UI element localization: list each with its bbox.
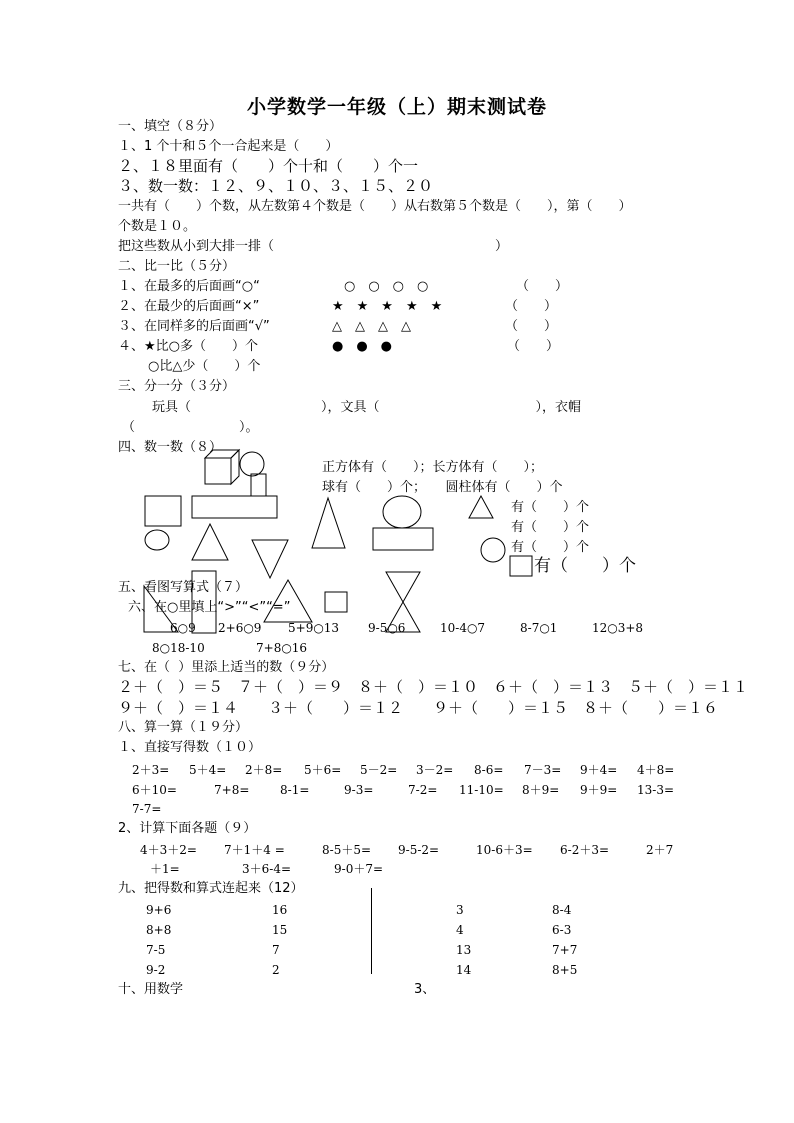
fill-row-2: ９＋（ ）＝１４ ３＋（ ）＝１２ ９＋（ ）＝１５ ８＋（ ）＝１６ <box>118 699 719 717</box>
section-3-heading: 三、分一分（３分） <box>118 379 236 394</box>
count-line-3: 有（ ）个 <box>511 500 590 515</box>
match-left-expr-1: 9+6 <box>146 903 172 917</box>
match-right-result-1: 3 <box>456 903 464 917</box>
calc-a-7: 8-6= <box>474 763 504 777</box>
count-line-4: 有（ ）个 <box>511 520 590 535</box>
calc-a-5: 5－2= <box>360 763 398 777</box>
compare-expr-8: 8○18-10 <box>152 641 205 655</box>
match-right-expr-4: 8+5 <box>552 963 578 977</box>
calc-b-9: 13-3= <box>637 783 675 797</box>
circle-symbols: ○ ○ ○ ○ <box>344 279 429 294</box>
calc-b-6: 11-10= <box>459 783 504 797</box>
section-7-heading: 七、在（ ）里添上适当的数（９分） <box>118 660 335 675</box>
calc-d-2: 7＋1＋4 = <box>224 843 285 857</box>
dot-symbols: ● ● ● <box>332 339 393 354</box>
compare-row-1: １、在最多的后面画“○“ <box>118 279 260 294</box>
match-left-expr-3: 7-5 <box>146 943 166 957</box>
match-left-result-2: 15 <box>272 923 288 937</box>
calc-a-4: 5＋6= <box>304 763 342 777</box>
calc-b-7: 8＋9= <box>522 783 560 797</box>
question-1-3: ３、数一数：１２、９、１０、３、１５、２０ <box>118 177 434 195</box>
calc-b-5: 7-2= <box>408 783 438 797</box>
compare-expr-3: 5+9○13 <box>288 621 340 635</box>
section-2-heading: 二、比一比（５分） <box>118 259 236 274</box>
calc-b-2: 7+8= <box>214 783 250 797</box>
divider-line <box>371 888 372 974</box>
compare-expr-7: 12○3+8 <box>592 621 644 635</box>
section-6-heading: 六、在○里填上“>”“<”“=” <box>128 600 291 615</box>
section-8-sub-1: １、直接写得数（１０） <box>118 740 262 755</box>
compare-expr-1: 6○9 <box>170 621 196 635</box>
match-left-result-4: 2 <box>272 963 280 977</box>
calc-b-8: 9＋9= <box>580 783 618 797</box>
page-title: 小学数学一年级（上）期末测试卷 <box>246 96 547 118</box>
question-1-2: ２、１８里面有（ ）个十和（ ）个一 <box>118 157 419 175</box>
count-line-6: 有（ ）个 <box>534 556 636 576</box>
match-left-result-3: 7 <box>272 943 280 957</box>
section-4-heading: 四、数一数（８） <box>118 440 223 455</box>
calc-a-3: 2＋8= <box>245 763 283 777</box>
section-8-heading: 八、算一算（１９分） <box>118 720 249 735</box>
compare-expr-4: 9-5○6 <box>368 621 406 635</box>
section-8-sub-2: 2、计算下面各题（９） <box>118 821 257 836</box>
count-line-2: 球有（ ）个； 圆柱体有（ ）个 <box>322 480 563 495</box>
compare-answer-2: （ ） <box>505 299 558 314</box>
compare-row-5: ○比△少（ ）个 <box>148 359 261 374</box>
question-1-3a: 一共有（ ）个数，从左数第４个数是（ ）从右数第５个数是（ ），第（ ） <box>118 199 632 214</box>
count-line-1: 正方体有（ ）；长方体有（ ）； <box>322 460 544 475</box>
compare-answer-1: （ ） <box>516 279 569 294</box>
match-right-result-4: 14 <box>456 963 472 977</box>
compare-expr-5: 10-4○7 <box>440 621 486 635</box>
compare-row-3: ３、在同样多的后面画“√” <box>118 319 270 334</box>
classify-line-1: 玩具（ ），文具（ ），衣帽 <box>152 400 582 415</box>
calc-c-1: 7-7= <box>132 802 162 816</box>
calc-a-9: 9＋4= <box>580 763 618 777</box>
question-1-1: １、1 个十和５个一合起来是（ ） <box>118 139 339 154</box>
compare-row-4: ４、★比○多（ ）个 <box>118 339 258 354</box>
compare-row-2: ２、在最少的后面画“×” <box>118 299 260 314</box>
calc-b-3: 8-1= <box>280 783 310 797</box>
calc-a-2: 5＋4= <box>189 763 227 777</box>
section-5-heading: 五、看图写算式（７） <box>118 580 249 595</box>
calc-d-7: 2＋7 <box>646 843 674 857</box>
match-left-result-1: 16 <box>272 903 288 917</box>
match-left-expr-2: 8+8 <box>146 923 172 937</box>
calc-d-4: 9-5-2= <box>398 843 440 857</box>
calc-d-5: 10-6＋3= <box>476 843 533 857</box>
question-1-3c: 把这些数从小到大排一排（ ） <box>118 239 509 254</box>
section-10-heading: 十、用数学 <box>118 982 184 997</box>
match-right-result-3: 13 <box>456 943 472 957</box>
match-right-expr-1: 8-4 <box>552 903 572 917</box>
calc-e-1: ＋1= <box>150 862 180 876</box>
calc-a-6: 3－2= <box>416 763 454 777</box>
section-1-heading: 一、填空（８分） <box>118 119 223 134</box>
compare-expr-9: 7+8○16 <box>256 641 308 655</box>
star-symbols: ★ ★ ★ ★ ★ <box>332 299 443 314</box>
compare-answer-3: （ ） <box>505 319 558 334</box>
calc-a-8: 7－3= <box>524 763 562 777</box>
section-10-note: 3、 <box>414 982 436 997</box>
match-right-expr-3: 7+7 <box>552 943 578 957</box>
section-9-heading: 九、把得数和算式连起来（12） <box>118 881 304 896</box>
calc-b-4: 9-3= <box>344 783 374 797</box>
match-left-expr-4: 9-2 <box>146 963 166 977</box>
calc-d-6: 6-2＋3= <box>560 843 610 857</box>
triangle-symbols: △ △ △ △ <box>332 319 411 334</box>
calc-d-1: 4＋3＋2= <box>140 843 197 857</box>
match-right-expr-2: 6-3 <box>552 923 572 937</box>
fill-row-1: ２＋（ ）＝５ ７＋（ ）＝９ ８＋（ ）＝１０ ６＋（ ）＝１３ ５＋（ ）＝１１ <box>118 678 749 696</box>
compare-expr-6: 8-7○1 <box>520 621 558 635</box>
calc-d-3: 8-5＋5= <box>322 843 372 857</box>
calc-a-1: 2＋3= <box>132 763 170 777</box>
calc-e-3: 9-0＋7= <box>334 862 384 876</box>
calc-b-1: 6＋10= <box>132 783 177 797</box>
calc-e-2: 3＋6-4= <box>242 862 292 876</box>
classify-line-2: （ ）。 <box>122 420 259 435</box>
match-right-result-2: 4 <box>456 923 464 937</box>
count-line-5: 有（ ）个 <box>511 540 590 555</box>
question-1-3b: 个数是１０。 <box>118 219 197 234</box>
calc-a-10: 4＋8= <box>637 763 675 777</box>
compare-answer-4: （ ） <box>507 339 560 354</box>
compare-expr-2: 2+6○9 <box>218 621 262 635</box>
